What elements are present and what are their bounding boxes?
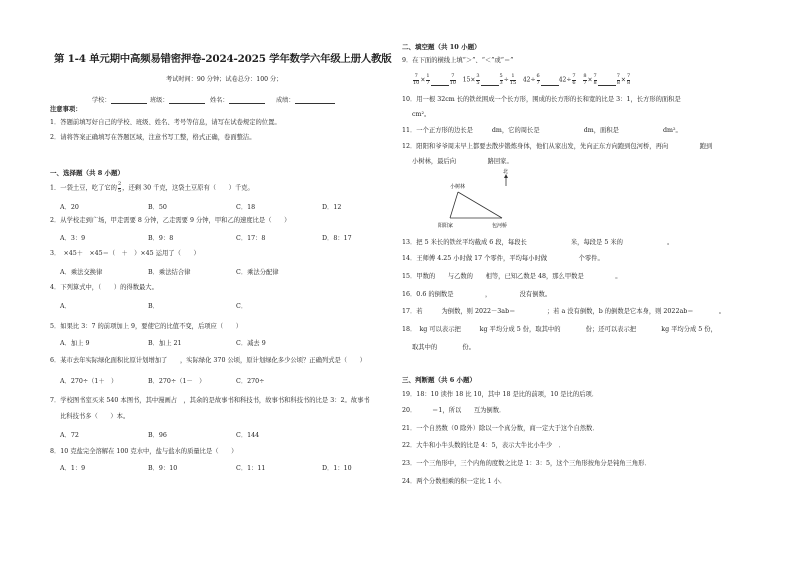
route-forest-bridge [458,192,502,218]
q2-option-d[interactable]: D．8：17 [322,235,352,242]
q1-option-d[interactable]: D．12 [322,204,342,211]
q2-option-c[interactable]: C．17：8 [236,235,266,242]
section-2-title: 二、填空题（共 10 小题） [402,43,481,51]
question-5: 5．如果比 3：7 的前项加上 9，要使它的比值不变，后项应（ ） [50,323,243,330]
question-7: 7．学校图书室买来 540 本图书，其中漫画占 ，其余的是故事书和科技书，故事书和科技书的比是 3：2。故事书 [50,397,370,404]
question-22: 22．大牛和小牛头数的比是 4：5，表示大牛比小牛少 ． [402,442,581,449]
question-12: 12．阳阳和爷爷周末早上都要去散步锻炼身体，他们从家出发，先向正东方向跑到包河桥，再向 跑到 [402,143,713,150]
q2-option-b[interactable]: B．9：8 [148,235,174,242]
q8-option-c[interactable]: C．1：11 [236,465,266,472]
exam-title: 第 1-4 单元期中高频易错密押卷-2024-2025 学年数学六年级上册人教版 [54,53,392,65]
q5-option-b[interactable]: B．加上 21 [148,340,182,347]
question-19: 19．18：10 读作 18 比 10，其中 18 是比的前项，10 是比的后项． [402,391,614,398]
bridge-label: 包河桥 [492,223,508,229]
notes-title: 注意事项： [50,106,82,113]
q3-option-c[interactable]: C．乘法分配律 [236,269,279,276]
question-6: 6．某市去年实际绿化面积比原计划增加了 ，实际绿化 370 公顷，原计划绿化多少公顷？正确列式是（ ） [50,357,366,364]
q6-option-c[interactable]: C．270÷ [236,378,265,385]
question-10: 10．用一根 32cm 长的铁丝围成一个长方形，围成的长方形的长和宽的比是 3：1，长方形的面积是 [402,96,681,103]
school-field[interactable]: 学校： [92,95,147,104]
q6-option-a[interactable]: A．270÷（1＋ ） [60,378,118,385]
question-4: 4．下列算式中，（ ）的得数最大。 [50,284,158,291]
q7-option-a[interactable]: A．72 [60,432,79,439]
question-18: 18． kg 可以表示把 kg 平均分成 5 份，取其中的 份；还可以表示把 kg 平均分成 5 份， [402,326,717,333]
section-3-title: 三、判断题（共 6 小题） [402,376,477,384]
question-18-cont: 取其中的 份。 [412,344,475,351]
q8-option-b[interactable]: B．9：10 [148,465,178,472]
q3-option-b[interactable]: B．乘法结合律 [148,269,191,276]
question-8: 8．10 克盐完全溶解在 100 克水中，盐与盐水的质量比是（ ） [50,448,238,455]
q8-option-a[interactable]: A．1：9 [60,465,86,472]
question-3: 3． ×45＋ ×45＝（ ＋ ）×45 运用了（ ） [50,250,200,257]
question-2: 2．从学校走到广场，甲走需要 8 分钟，乙走需要 9 分钟，甲和乙的速度比是（ ） [50,217,291,224]
question-16: 16．0.6 的倒数是 ， 没有倒数。 [402,291,552,298]
home-label: 阳阳家 [438,223,454,229]
q4-option-c[interactable]: C． [236,303,248,310]
question-15: 15．甲数的 与乙数的 相等，已知乙数是 48，那么甲数是 。 [402,273,622,280]
question-12-cont: 小树林，最后向 路回家。 [412,158,513,165]
q8-option-d[interactable]: D．1：10 [322,465,352,472]
q1-option-a[interactable]: A．20 [60,204,79,211]
class-field[interactable]: 班级： [150,95,205,104]
name-field[interactable]: 姓名： [210,95,265,104]
note-2: 2．请将答案正确填写在答题区域，注意书写工整，格式正确，卷面整洁。 [50,134,256,141]
q5-option-a[interactable]: A．加上 9 [60,340,90,347]
question-23: 23．一个三角形中，三个内角的度数之比是 1：3：5，这个三角形按角分是钝角三角形． [402,460,667,467]
question-10-cont: cm²。 [412,111,431,118]
route-map-diagram [436,169,526,232]
question-1: 1．一袋土豆，吃了它的 $\frac{2}{5}$ ，还剩 30 千克，这袋土豆原有（ ）千克。 [50,181,254,194]
q9-comparisons[interactable]: $\frac{7}{10}$ × $\frac{1}{7}$ $\frac{7}{10}$ 15× $\frac{3}{5}$ $\frac{5}{3}$ ÷ $\frac{1}{15}$ 42÷ $\frac{6}{7}$ 42÷ $\frac{7}{6}$ $\frac{8}{7}$ × $\frac{7}{8}$ $\frac{7}{8}$ × $\frac{7}{8}$ [413,73,631,86]
exam-info: 考试时间：90 分钟；试卷总分：100 分； [166,76,283,83]
question-9: 9．在下面的横线上填“＞”、“＜”或“＝” [402,57,514,64]
question-13: 13．把 5 米长的铁丝平均截成 6 段，每段长 米，每段是 5 米的 。 [402,239,674,246]
question-21: 21．一个自然数（0 除外）除以一个真分数，商一定大于这个自然数． [402,425,615,432]
q4-option-a[interactable]: A． [60,303,71,310]
score-field[interactable]: 成绩： [276,95,335,104]
q1-option-c[interactable]: C．18 [236,204,256,211]
question-11: 11．一个正方形的边长是 dm，它的周长是 dm，面积是 dm²。 [402,127,682,134]
q4-option-b[interactable]: B． [148,303,159,310]
question-7-cont: 比科技书多（ ）本。 [60,413,130,420]
q6-option-b[interactable]: B．270÷（1－ ） [148,378,206,385]
question-17: 17．若 为倒数，则 2022－3ab＝ ；若 a 没有倒数，b 的倒数是它本身，则 2022ab＝ 。 [402,308,726,315]
section-1-title: 一、选择题（共 8 小题） [50,169,125,177]
q1-option-b[interactable]: B．50 [148,204,167,211]
forest-label: 小树林 [450,184,466,190]
q2-option-a[interactable]: A．3：9 [60,235,86,242]
north-label: 北 [503,169,509,175]
question-24: 24．两个分数相乘的积一定比 1 小． [402,478,522,485]
q5-option-c[interactable]: C．减去 9 [236,340,266,347]
question-14: 14．王师傅 4.25 小时做 17 个零件，平均每小时做 个零件。 [402,255,604,262]
q3-option-a[interactable]: A．乘法交换律 [60,269,103,276]
route-home-forest [450,192,458,218]
note-1: 1．答题前填写好自己的学校、班级、姓名、考号等信息，请写在试卷规定的位置。 [50,119,281,126]
q7-option-c[interactable]: C．144 [236,432,260,439]
q7-option-b[interactable]: B．96 [148,432,167,439]
question-20: 20． ＝1，所以 互为倒数． [402,407,522,414]
